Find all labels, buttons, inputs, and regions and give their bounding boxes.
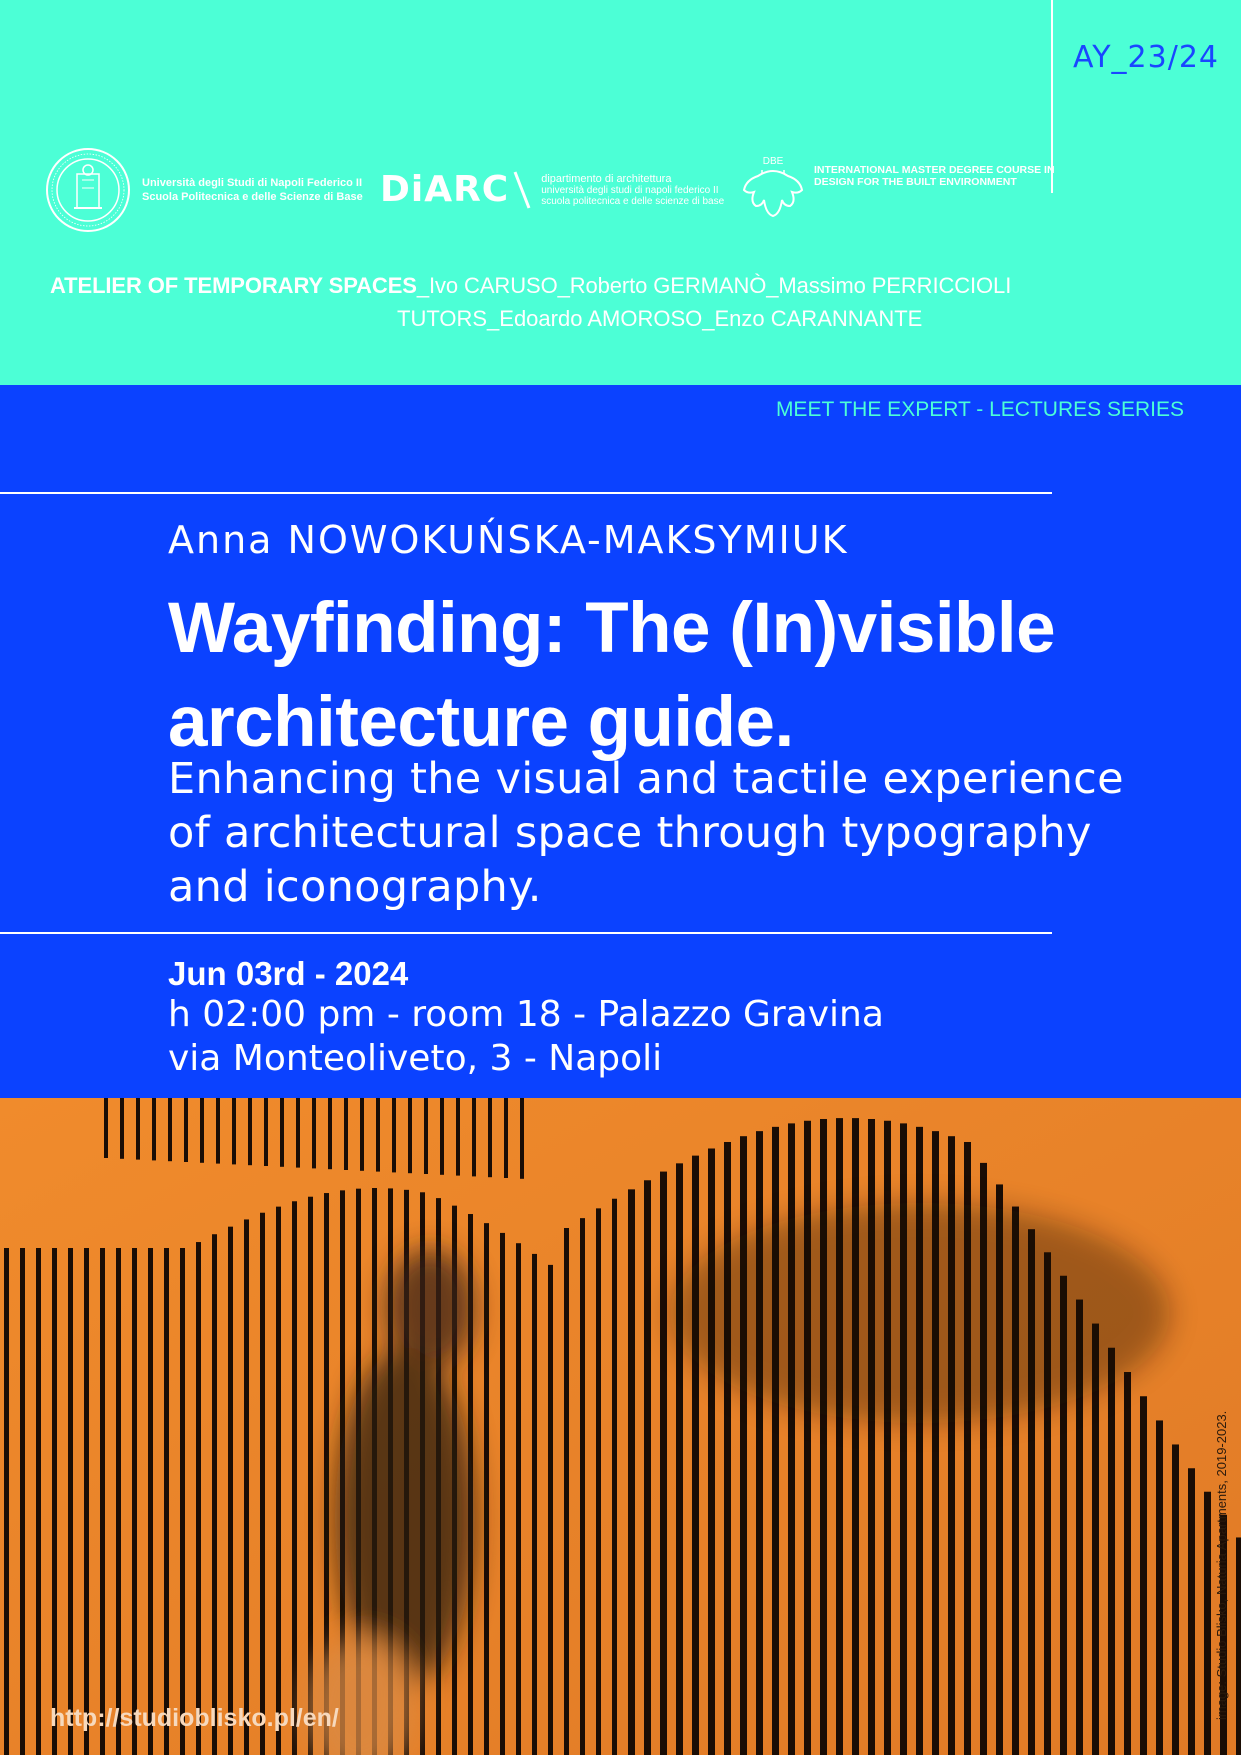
slat-upper [344,1098,348,1170]
slat [100,1248,105,1755]
lecture-title: Wayfinding: The (In)visible architecture guide. [168,589,1056,762]
unina-name: Università degli Studi di Napoli Federico II Scuola Politecnica e delle Scienze di Base [142,177,363,203]
academic-year: AY_23/24 [1073,40,1219,75]
slat [564,1228,569,1755]
image-credit: image: Studio Blisko, Naturia Apartments, 2019-2023. [1214,1410,1229,1720]
slat-upper [184,1098,188,1162]
atelier-staff: _Ivo CARUSO_Roberto GERMANÒ_Massimo PERRICCIOLI [416,273,1012,298]
atelier-label: ATELIER OF TEMPORARY SPACES [50,273,417,298]
slat-upper [360,1098,364,1171]
slat [36,1248,41,1755]
slat [180,1248,185,1755]
slat-upper [136,1098,140,1160]
slat [580,1218,585,1755]
slat [196,1242,201,1755]
slat [708,1148,715,1755]
slat-upper [280,1098,284,1167]
slat [244,1219,249,1755]
slat [676,1163,683,1755]
slat-upper [392,1098,396,1172]
slat [116,1248,121,1755]
top-rule [0,492,1052,494]
cover-photo [0,1098,1241,1755]
slat [772,1127,779,1755]
slat [4,1248,9,1755]
slat [756,1131,763,1755]
slat-upper [424,1098,428,1174]
slat [660,1172,667,1755]
diarc-wordmark: DiARC [380,169,510,210]
lecture-date: Jun 03rd - 2024 [168,955,409,992]
tutors-line: TUTORS_Edoardo AMOROSO_Enzo CARANNANTE [397,306,923,331]
slat [740,1136,747,1755]
slat-upper [520,1098,524,1179]
slat [164,1248,169,1755]
slat [1188,1468,1195,1755]
slat-upper [376,1098,380,1172]
slat [484,1223,489,1755]
slat-upper [456,1098,460,1176]
slat-upper [152,1098,156,1160]
slat-upper [104,1098,108,1158]
slat [516,1243,521,1755]
atelier-staff-line [50,273,1180,299]
slat [1140,1396,1147,1755]
slat [1236,1537,1241,1755]
slat [212,1234,217,1755]
slat [548,1265,553,1755]
slat [1156,1420,1163,1755]
unina-logo [44,146,363,234]
slat [308,1197,313,1755]
slat [84,1248,89,1755]
slat [68,1248,73,1755]
svg-text:DBE: DBE [762,156,784,167]
slat-upper [216,1098,220,1164]
slat [500,1233,505,1755]
dbe-hand-icon [738,152,808,226]
slat-upper [200,1098,204,1163]
slat-upper [232,1098,236,1164]
slat [596,1208,601,1755]
slat-upper [248,1098,252,1165]
wayfinding-slats-image [0,1098,1241,1755]
studio-url-link[interactable]: http://studioblisko.pl/en/ [50,1704,339,1732]
slat-upper [440,1098,444,1175]
slat-upper [408,1098,412,1173]
slat-upper [120,1098,124,1159]
slat [1108,1348,1115,1755]
diarc-logo [380,170,724,210]
header-band [0,0,1241,385]
slat [20,1248,25,1755]
slat-upper [328,1098,332,1169]
slat [692,1156,699,1755]
dbe-name: INTERNATIONAL MASTER DEGREE COURSE IN DESIGN FOR THE BUILT ENVIRONMENT [814,164,1055,188]
slat [292,1201,297,1755]
lecture-subtitle: Enhancing the visual and tactile experience of architectural space through typography and iconography. [168,754,1124,912]
slat-upper [488,1098,492,1177]
slat-upper [168,1098,172,1161]
slat-upper [472,1098,476,1176]
slat [52,1248,57,1755]
series-label: MEET THE EXPERT - LECTURES SERIES [775,398,1184,421]
slat [148,1248,153,1755]
slat [724,1142,731,1755]
slat [132,1248,137,1755]
slat [628,1189,635,1755]
slat-upper [296,1098,300,1168]
slat [644,1180,651,1755]
lecture-location: h 02:00 pm - room 18 - Palazzo Gravina via Monteoliveto, 3 - Napoli [168,994,884,1079]
slat-upper [504,1098,508,1178]
slat-upper [312,1098,316,1168]
slat [1204,1492,1211,1755]
diarc-slash-icon [511,170,533,210]
bottom-rule [0,932,1052,934]
university-seal-icon [44,146,132,234]
dbe-logo [738,152,1055,226]
slat-upper [264,1098,268,1166]
slat [532,1254,537,1755]
diarc-name: dipartimento di architettura università degli studi di napoli federico II scuola politecnica e delle scienze di base [541,172,725,207]
slat [612,1199,617,1755]
slat [260,1213,265,1755]
slat [1172,1444,1179,1755]
slat [228,1227,233,1755]
slat [276,1207,281,1755]
speaker-name: Anna NOWOKUŃSKA-MAKSYMIUK [168,518,849,562]
slat [1124,1372,1131,1755]
